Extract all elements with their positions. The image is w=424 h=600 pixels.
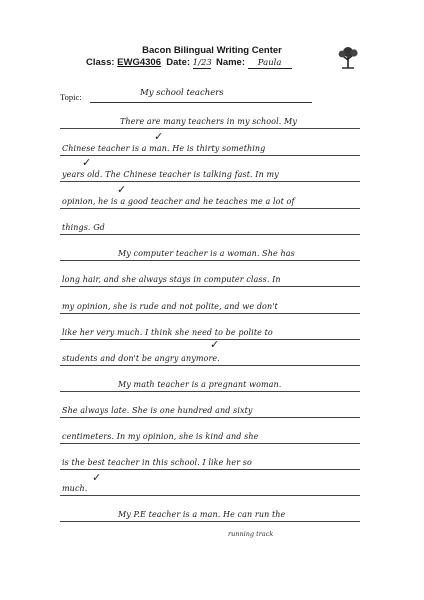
ruled-line (60, 286, 360, 287)
ruled-line (60, 365, 360, 366)
essay-line: things. Gd (62, 223, 105, 232)
date-label: Date: (166, 57, 191, 68)
ruled-line (60, 417, 360, 418)
essay-line: students and don't be angry anymore. (62, 354, 220, 363)
student-name: Paula (248, 58, 292, 69)
essay-line: years old. The Chinese teacher is talking fast. In my (62, 170, 279, 179)
essay-line: My math teacher is a pregnant woman. (118, 380, 282, 389)
ruled-line (60, 155, 360, 156)
ruled-line (60, 313, 360, 314)
topic-label: Topic: (60, 92, 82, 102)
topic-underline (90, 102, 312, 103)
check-mark-icon: ✓ (82, 156, 92, 169)
check-mark-icon: ✓ (117, 183, 127, 196)
essay-line: my opinion, she is rude and not polite, and we don't (62, 302, 278, 311)
ruled-line (60, 208, 360, 209)
check-mark-icon: ✓ (154, 130, 164, 143)
essay-line: opinion, he is a good teacher and he teaches me a lot of (62, 197, 295, 206)
writing-center-title: Bacon Bilingual Writing Center (142, 45, 282, 56)
essay-line: Chinese teacher is a man. He is thirty something (62, 144, 266, 153)
essay-line: There are many teachers in my school. My (120, 117, 297, 126)
ruled-line (60, 391, 360, 392)
margin-note: running track (228, 530, 274, 538)
date-value: 1/23 (192, 58, 212, 68)
ruled-line (60, 469, 360, 470)
check-mark-icon: ✓ (92, 471, 102, 484)
ruled-line (60, 181, 360, 182)
essay-line: like her very much. I think she need to be polite to (62, 328, 273, 337)
class-info-row (86, 57, 292, 69)
essay-line: much. (62, 484, 88, 493)
ruled-line (60, 260, 360, 261)
ruled-line (60, 234, 360, 235)
class-label: Class: (86, 57, 115, 68)
ruled-line (60, 443, 360, 444)
class-code: EWG4306 (117, 57, 161, 68)
check-mark-icon: ✓ (210, 338, 220, 351)
essay-line: long hair, and she always stays in computer class. In (62, 275, 281, 284)
ruled-line (60, 521, 360, 522)
ruled-line (60, 128, 360, 129)
essay-line: centimeters. In my opinion, she is kind and she (62, 432, 259, 441)
name-label: Name: (215, 57, 245, 68)
ruled-line (60, 495, 360, 496)
tree-logo-icon (336, 44, 360, 70)
essay-line: is the best teacher in this school. I like her so (62, 458, 252, 467)
essay-line: She always late. She is one hundred and sixty (62, 406, 253, 415)
essay-line: My P.E teacher is a man. He can run the (118, 510, 286, 519)
essay-line: My computer teacher is a woman. She has (118, 249, 295, 258)
topic-value: My school teachers (140, 88, 224, 98)
